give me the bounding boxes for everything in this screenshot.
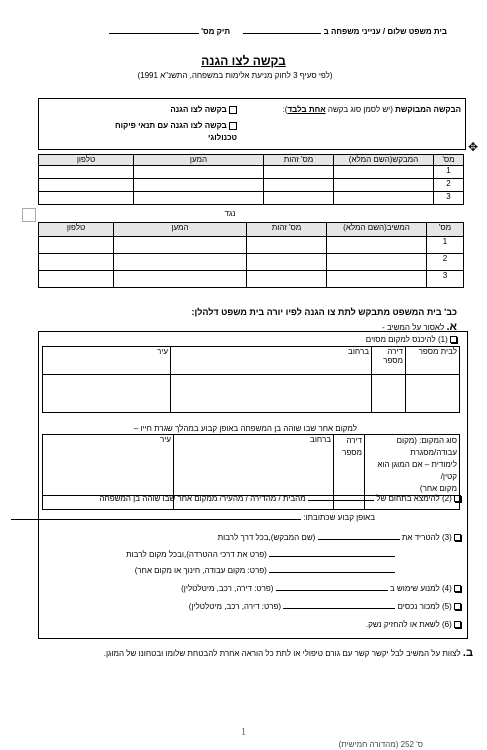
- request-type-box: [38, 98, 466, 150]
- checkbox-icon[interactable]: [229, 106, 237, 114]
- respondents-table: [38, 222, 464, 288]
- checkbox-icon[interactable]: [229, 122, 237, 130]
- place-type-label-3: מקום אחר): [419, 484, 457, 493]
- row-number: 3: [434, 192, 464, 205]
- item-4[interactable]: [181, 584, 461, 594]
- column-header: מס': [434, 155, 464, 166]
- row-number: 1: [434, 166, 464, 179]
- respondent-id-cell[interactable]: [247, 271, 327, 288]
- respondent-address-cell[interactable]: [114, 271, 247, 288]
- city-label: עיר: [156, 347, 168, 356]
- table-header-row: [39, 155, 464, 166]
- item-6-label: (6) לשאת או להחזיק נשק.: [365, 620, 452, 629]
- checkbox-icon[interactable]: [454, 603, 461, 610]
- option-protection-order[interactable]: [170, 105, 237, 115]
- applicant-phone-cell[interactable]: [39, 192, 134, 205]
- checkbox-icon[interactable]: [454, 621, 461, 628]
- column-header: טלפון: [39, 155, 134, 166]
- table-header-row: [39, 223, 464, 237]
- section-b: [104, 647, 473, 660]
- item-1-label: (1) להיכנס למקום מסוים: [365, 335, 448, 344]
- item-3-harassment-label: (פרט את דרכי ההטרדה),ובכל מקום לרבות: [126, 550, 267, 559]
- respondent-phone-cell[interactable]: [39, 271, 114, 288]
- apartment-cell[interactable]: [372, 375, 406, 413]
- respondent-id-cell[interactable]: [247, 254, 327, 271]
- applicant-name-field[interactable]: [318, 539, 400, 540]
- item-3-place: [135, 566, 395, 576]
- respondent-address-cell[interactable]: [114, 254, 247, 271]
- street-cell[interactable]: [171, 375, 372, 413]
- versus-label: נגד: [224, 209, 236, 218]
- respondent-name-cell[interactable]: [327, 271, 427, 288]
- applicant-address-cell[interactable]: [134, 166, 264, 179]
- table-header-row: [43, 347, 460, 375]
- column-header: טלפון: [39, 223, 114, 237]
- section-a-letter: א.: [446, 321, 457, 333]
- court-location-field[interactable]: [243, 33, 321, 34]
- court-label: בית משפט שלום / ענייני משפחה ב: [323, 27, 447, 36]
- table-row: [39, 254, 464, 271]
- applicant-name-cell[interactable]: [334, 166, 434, 179]
- item-6[interactable]: [366, 620, 461, 630]
- respondent-phone-cell[interactable]: [39, 237, 114, 254]
- distance-field[interactable]: [308, 500, 374, 501]
- section-b-letter: ב.: [462, 647, 473, 659]
- item-2[interactable]: [99, 494, 461, 504]
- page-title: בקשה לצו הגנה: [201, 54, 286, 68]
- respondent-address-cell[interactable]: [114, 237, 247, 254]
- applicant-phone-cell[interactable]: [39, 179, 134, 192]
- row-number: 2: [434, 179, 464, 192]
- court-header: [109, 27, 447, 37]
- place-type-label: סוג המקום: (מקום עבודה/מסגרת: [396, 436, 457, 457]
- applicant-phone-cell[interactable]: [39, 166, 134, 179]
- applicant-name-cell[interactable]: [334, 192, 434, 205]
- section-b-text: לצוות על המשיב לבל יקשר קשר עם גורם טיפולי או לתת כל הוראה אחרת להבטחת שלומו ובטחונו של המוגן.: [103, 649, 461, 658]
- street-header: [171, 347, 372, 375]
- checkbox-icon[interactable]: [454, 495, 461, 502]
- apartment-header: [334, 435, 365, 496]
- city-header: [43, 347, 171, 375]
- column-header: מס': [427, 223, 464, 237]
- table-row: [39, 271, 464, 288]
- option-tech-label: בקשה לצו הגנה עם תנאי פיקוח: [115, 121, 227, 130]
- item-4-label: (4) למנוע שימוש ב: [389, 584, 452, 593]
- apartment-header: [372, 347, 406, 375]
- street-header: [174, 435, 334, 496]
- checkbox-icon[interactable]: [450, 336, 457, 343]
- item-4-label-cont: (פרט: דירה, רכב, מיטלטלין): [181, 584, 274, 593]
- request-type-note-bold: אחת בלבד: [287, 105, 326, 114]
- item-2-address-label: באופן קבוע שכתובתו:: [303, 513, 375, 522]
- place-field[interactable]: [269, 572, 395, 573]
- request-type-label: הבקשה המבוקשת: [395, 105, 461, 114]
- section-a-box: [38, 331, 468, 639]
- request-heading: כב' בית המשפט מתבקש לתת צו הגנה לפיו יורה בית משפט דלהלן:: [191, 307, 457, 317]
- request-type-note-end: ):: [282, 105, 288, 114]
- apartment-label-2: מספר: [383, 356, 403, 365]
- row-number: 2: [427, 254, 464, 271]
- column-header: המען: [134, 155, 264, 166]
- row-number: 1: [427, 237, 464, 254]
- checkbox-icon[interactable]: [454, 585, 461, 592]
- page-number: 1: [241, 727, 246, 738]
- street-label: ברחוב: [310, 435, 331, 444]
- option-protection-order-label: בקשה לצו הגנה: [170, 105, 227, 114]
- column-header: המען: [114, 223, 247, 237]
- item-5[interactable]: [189, 602, 461, 612]
- city-header: [43, 435, 174, 496]
- applicant-address-cell[interactable]: [134, 179, 264, 192]
- request-type-note: (יש לסמן סוג בקשה: [327, 105, 393, 114]
- column-header: מס' זהות: [247, 223, 327, 237]
- respondent-name-cell[interactable]: [327, 237, 427, 254]
- option-tech-label-cont: טכנולוגי: [207, 133, 237, 142]
- request-type-line: [283, 105, 461, 115]
- column-header: המבקש(השם המלא): [334, 155, 434, 166]
- item-2-label: (2) להימצא בתחום של: [376, 494, 452, 503]
- assets-field[interactable]: [283, 608, 395, 609]
- item-2-label-cont: מהבית / מהדירה / מהעיר/ ממקום אחר שבו שוהה בן המשפחה: [99, 494, 306, 503]
- form-number: ס' 252 (מהדורה חמישית): [338, 740, 423, 749]
- applicant-id-cell[interactable]: [264, 179, 334, 192]
- option-protection-order-tech[interactable]: [115, 121, 237, 131]
- table-row: [39, 192, 464, 205]
- page-subtitle: (לפי סעיף 3 לחוק מניעת אלימות במשפחה, התשנ"א 1991): [137, 71, 333, 80]
- item-5-label-cont: (פרט: דירה, רכב, מיטלטלין): [188, 602, 282, 611]
- table-header-row: [43, 435, 460, 496]
- case-number-label: תיק מס': [201, 27, 231, 36]
- applicant-id-cell[interactable]: [264, 166, 334, 179]
- city-label: עיר: [159, 435, 171, 444]
- place-type-label-2: לימודית – אם המוגן הוא קטין/: [377, 460, 457, 481]
- respondent-phone-cell[interactable]: [39, 254, 114, 271]
- other-place-label: למקום אחר שבו שוהה בן המשפחה באופן קבוע במהלך שגרת חייו –: [133, 424, 357, 433]
- place-table: [42, 346, 460, 413]
- item-3-label: (3) להטריד את: [401, 533, 452, 542]
- applicant-id-cell[interactable]: [264, 192, 334, 205]
- table-row: [39, 179, 464, 192]
- item-3-place-label: (פרט: מקום עבודה, חינוך או מקום אחר): [134, 566, 267, 575]
- address-field[interactable]: [11, 519, 301, 520]
- item-3-label-cont: (שם המבקש),בכל דרך לרבות: [217, 533, 316, 542]
- house-number-header: [406, 347, 460, 375]
- harassment-field[interactable]: [269, 556, 395, 557]
- respondent-id-cell[interactable]: [247, 237, 327, 254]
- applicants-table: [38, 154, 464, 205]
- item-3-harassment: [126, 550, 395, 560]
- applicant-name-cell[interactable]: [334, 179, 434, 192]
- house-number-label: לבית מספר: [418, 347, 457, 356]
- street-label: ברחוב: [348, 347, 369, 356]
- column-header: המשיב(השם המלא): [327, 223, 427, 237]
- table-row: [39, 166, 464, 179]
- apartment-label: דירה: [346, 436, 362, 445]
- row-number: 3: [427, 271, 464, 288]
- applicant-address-cell[interactable]: [134, 192, 264, 205]
- item-3[interactable]: [218, 533, 461, 543]
- respondent-name-cell[interactable]: [327, 254, 427, 271]
- house-number-cell[interactable]: [406, 375, 460, 413]
- item-5-label: (5) למכור נכסים: [397, 602, 452, 611]
- item-1[interactable]: [366, 335, 457, 345]
- column-header: מס' זהות: [264, 155, 334, 166]
- apartment-label-2: מספר: [342, 448, 362, 457]
- table-row: [39, 237, 464, 254]
- use-field[interactable]: [276, 590, 388, 591]
- item-2-address: [11, 513, 375, 523]
- city-cell[interactable]: [43, 375, 171, 413]
- table-row: [43, 375, 460, 413]
- apartment-label: דירה: [387, 347, 403, 356]
- move-handle-icon[interactable]: ✥: [467, 140, 479, 154]
- section-a-text: לאסור על המשיב -: [382, 323, 445, 332]
- case-number-field[interactable]: [109, 33, 199, 34]
- place-type-header: [365, 435, 460, 496]
- checkbox-icon[interactable]: [454, 534, 461, 541]
